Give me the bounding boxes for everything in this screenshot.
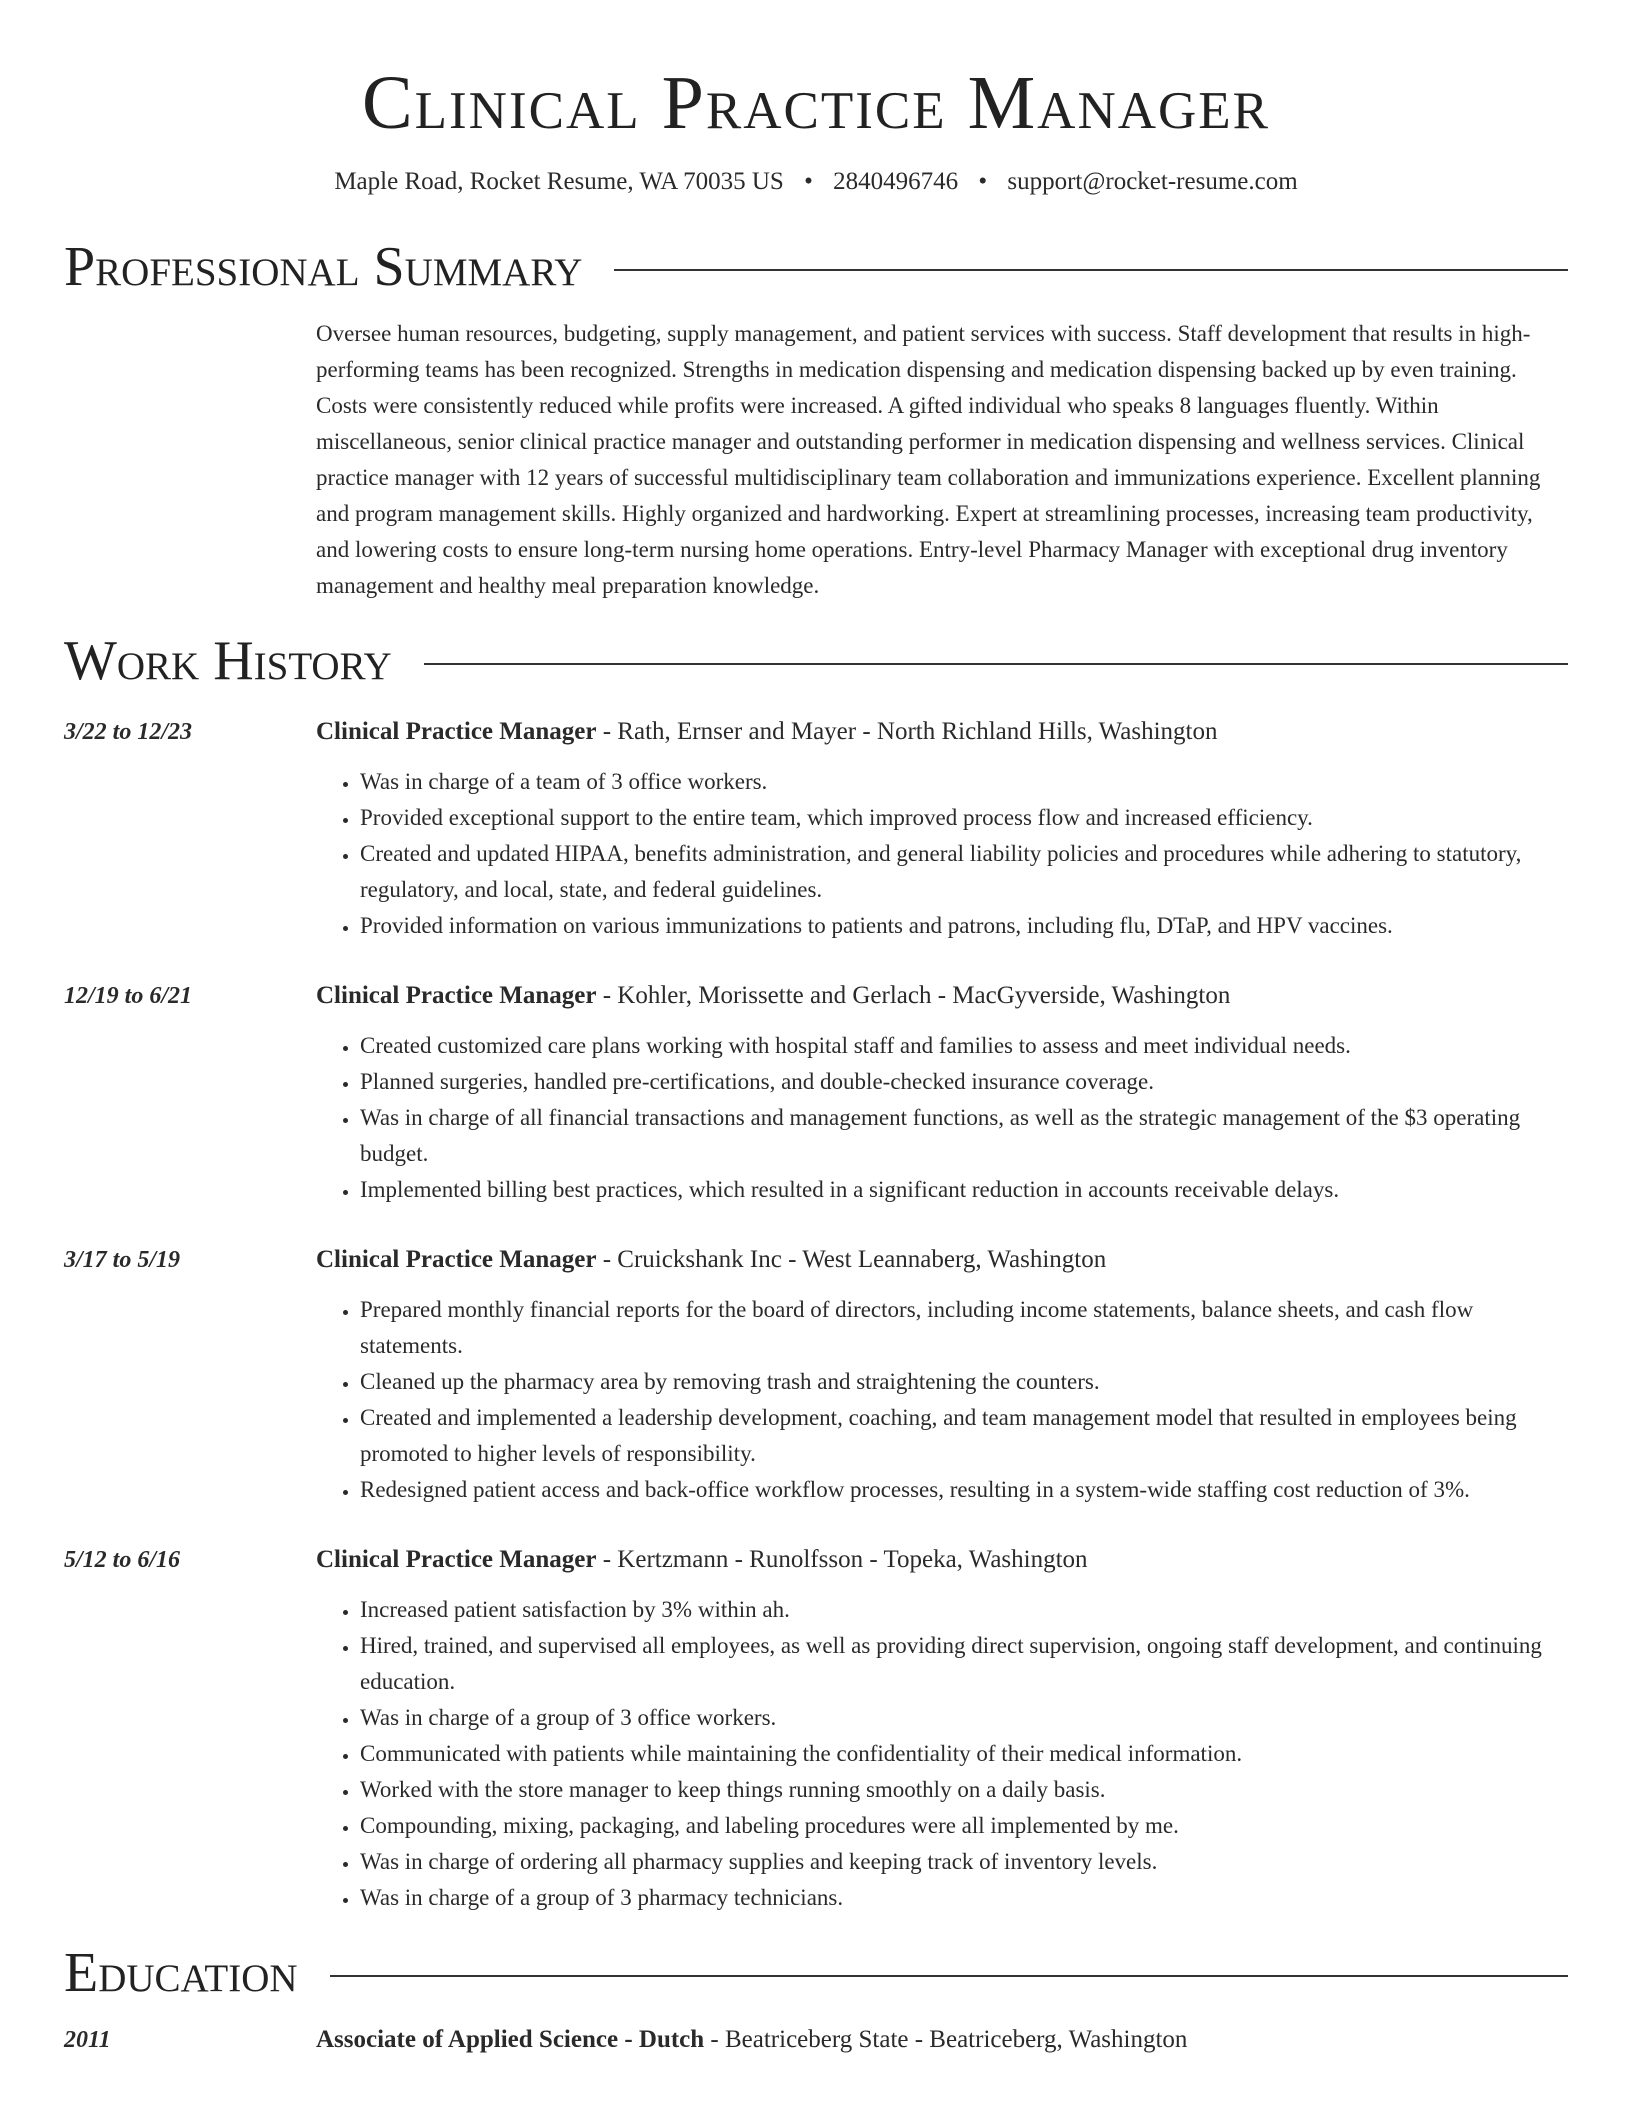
section-divider — [614, 269, 1568, 271]
job-bullet: • Redesigned patient access and back-office workflow processes, resulting in a system-wide staffing cost reduction of 3%. — [360, 1472, 1568, 1508]
job-dates: 3/17 to 5/19 — [64, 1247, 181, 1273]
resume-page — [64, 0, 1568, 2058]
job-entry — [64, 978, 1568, 1208]
education-heading — [316, 2022, 1568, 2058]
job-employer: - Rath, Ernser and Mayer - North Richland Hills, Washington — [596, 718, 1218, 745]
job-employer: - Kertzmann - Runolfsson - Topeka, Washington — [596, 1546, 1088, 1573]
education-section-header — [64, 1942, 1568, 2004]
job-bullet: • Prepared monthly financial reports for the board of directors, including income statements, balance sheets, and cash flow statements. — [360, 1292, 1568, 1364]
job-body — [316, 1542, 1568, 1916]
job-entry — [64, 1242, 1568, 1508]
education-degree: Associate of Applied Science - Dutch — [316, 2026, 705, 2053]
education-body — [316, 2022, 1568, 2058]
job-dates: 3/22 to 12/23 — [64, 719, 193, 745]
job-title: Clinical Practice Manager — [316, 718, 597, 745]
contact-email: support@rocket-resume.com — [1007, 168, 1298, 195]
job-heading — [316, 1242, 1568, 1278]
contact-phone: 2840496746 — [833, 168, 959, 195]
education-school: - Beatriceberg State - Beatriceberg, Washington — [704, 2026, 1188, 2053]
job-bullet: • Planned surgeries, handled pre-certifications, and double-checked insurance coverage. — [360, 1064, 1568, 1100]
section-divider — [330, 1975, 1568, 1977]
job-body — [316, 714, 1568, 944]
job-bullet: • Implemented billing best practices, which resulted in a significant reduction in accounts receivable delays. — [360, 1172, 1568, 1208]
job-bullet: • Increased patient satisfaction by 3% within ah. — [360, 1592, 1568, 1628]
job-bullets — [316, 1592, 1568, 1916]
summary-section-title: Professional Summary — [64, 236, 583, 298]
job-bullet: • Hired, trained, and supervised all employees, as well as providing direct supervision, ongoing staff development, and continuing education. — [360, 1628, 1568, 1700]
job-bullets — [316, 764, 1568, 944]
job-employer: - Cruickshank Inc - West Leannaberg, Washington — [596, 1246, 1107, 1273]
section-divider — [424, 663, 1568, 665]
job-employer: - Kohler, Morissette and Gerlach - MacGyverside, Washington — [596, 982, 1231, 1009]
job-bullet: • Created and implemented a leadership development, coaching, and team management model that resulted in employees being promoted to higher levels of responsibility. — [360, 1400, 1568, 1472]
job-entry — [64, 714, 1568, 944]
summary-text: Oversee human resources, budgeting, supply management, and patient services with success. Staff development that results in high-performing teams has been recognized. Strengths in medication dispensing and medication dispensing backed up by even training. Costs were consistently reduced while profits were increased. A gifted individual who speaks 8 languages fluently. Within miscellaneous, senior clinical practice manager and outstanding performer in medication dispensing and wellness services. Clinical practice manager with 12 years of successful multidisciplinary team collaboration and immunizations experience. Excellent planning and program management skills. Highly organized and hardworking. Expert at streamlining processes, increasing team productivity, and lowering costs to ensure long-term nursing home operations. Entry-level Pharmacy Manager with exceptional drug inventory management and healthy meal preparation knowledge. — [316, 321, 1541, 598]
contact-separator: • — [978, 168, 988, 195]
job-bullet: • Provided exceptional support to the entire team, which improved process flow and increased efficiency. — [360, 800, 1568, 836]
job-bullet: • Worked with the store manager to keep things running smoothly on a daily basis. — [360, 1772, 1568, 1808]
job-title: Clinical Practice Manager — [316, 1246, 597, 1273]
education-year: 2011 — [64, 2027, 111, 2053]
job-bullet: • Communicated with patients while maintaining the confidentiality of their medical information. — [360, 1736, 1568, 1772]
summary-section-header — [64, 236, 1568, 298]
job-bullet: • Created and updated HIPAA, benefits administration, and general liability policies and procedures while adhering to statutory, regulatory, and local, state, and federal guidelines. — [360, 836, 1568, 908]
job-dates: 12/19 to 6/21 — [64, 983, 193, 1009]
job-bullet: • Provided information on various immunizations to patients and patrons, including flu, DTaP, and HPV vaccines. — [360, 908, 1568, 944]
job-heading — [316, 978, 1568, 1014]
job-heading — [316, 1542, 1568, 1578]
job-dates: 5/12 to 6/16 — [64, 1547, 181, 1573]
job-heading — [316, 714, 1568, 750]
job-entry — [64, 1542, 1568, 1916]
job-bullets — [316, 1028, 1568, 1208]
job-bullet: • Was in charge of all financial transactions and management functions, as well as the strategic management of the $3 operating budget. — [360, 1100, 1568, 1172]
job-body — [316, 978, 1568, 1208]
job-bullet: • Was in charge of a team of 3 office workers. — [360, 764, 1568, 800]
job-title: Clinical Practice Manager — [316, 982, 597, 1009]
candidate-name: Clinical Practice Manager — [361, 61, 1271, 145]
job-bullet: • Was in charge of a group of 3 office workers. — [360, 1700, 1568, 1736]
job-bullet: • Cleaned up the pharmacy area by removing trash and straightening the counters. — [360, 1364, 1568, 1400]
job-title: Clinical Practice Manager — [316, 1546, 597, 1573]
job-bullets — [316, 1292, 1568, 1508]
education-section-title: Education — [64, 1942, 298, 2004]
job-body — [316, 1242, 1568, 1508]
job-bullet: • Created customized care plans working with hospital staff and families to assess and meet individual needs. — [360, 1028, 1568, 1064]
job-bullet: • Compounding, mixing, packaging, and labeling procedures were all implemented by me. — [360, 1808, 1568, 1844]
contact-separator: • — [804, 168, 813, 195]
job-bullet: • Was in charge of a group of 3 pharmacy technicians. — [360, 1880, 1568, 1916]
contact-line — [64, 166, 1568, 198]
education-entry — [64, 2022, 1568, 2058]
work-section-header — [64, 630, 1568, 692]
contact-address: Maple Road, Rocket Resume, WA 70035 US — [334, 168, 784, 195]
job-bullet: • Was in charge of ordering all pharmacy supplies and keeping track of inventory levels. — [360, 1844, 1568, 1880]
work-section-title: Work History — [64, 630, 392, 692]
